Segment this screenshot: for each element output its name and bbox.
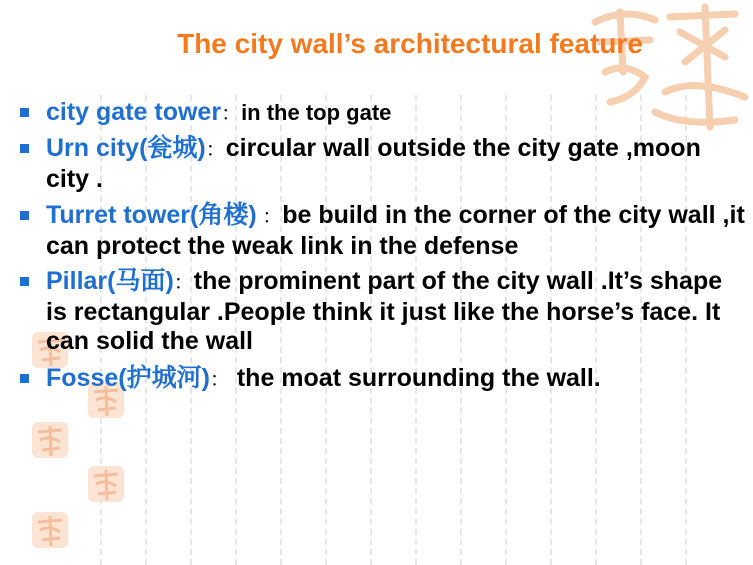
bullet-term: Fosse(护城河): [46, 364, 210, 392]
seal-stamp-icon: [30, 510, 70, 550]
bullet-description: the prominent part of the city wall .It’s shape is rectangular .People think it just like the horse’s face. It can solid the wall: [46, 267, 723, 355]
bullet-separator: ：: [221, 103, 242, 125]
list-item: [16, 267, 746, 356]
bullet-separator: ：: [209, 369, 230, 391]
list-item: [16, 201, 746, 261]
square-bullet-icon: [20, 211, 29, 220]
bullet-description: in the top gate: [241, 100, 392, 125]
square-bullet-icon: [20, 108, 29, 117]
bullet-description: the moat surrounding the wall.: [229, 364, 601, 392]
square-bullet-icon: [20, 144, 29, 153]
list-item: [16, 134, 746, 194]
bullet-description: circular wall outside the city gate ,moon city .: [46, 134, 701, 193]
bullet-separator: ：: [173, 272, 194, 294]
bullet-list: [16, 98, 746, 395]
square-bullet-icon: [20, 277, 29, 286]
bullet-separator: ：: [205, 139, 226, 161]
seal-stamp-icon: [86, 464, 126, 504]
bullet-term: city gate tower: [46, 98, 222, 126]
square-bullet-icon: [20, 374, 29, 383]
bullet-term: Urn city(瓮城): [46, 134, 206, 162]
bullet-separator: ：: [256, 206, 283, 228]
bullet-term: Pillar(马面): [46, 267, 174, 295]
seal-stamp-icon: [30, 420, 70, 460]
list-item: [16, 98, 746, 129]
list-item: [16, 364, 746, 395]
page-title: The city wall’s architectural feature: [177, 28, 643, 59]
bullet-description: be build in the corner of the city wall ,it can protect the weak link in the defense: [46, 201, 745, 260]
bullet-term: Turret tower(角楼): [46, 201, 257, 229]
